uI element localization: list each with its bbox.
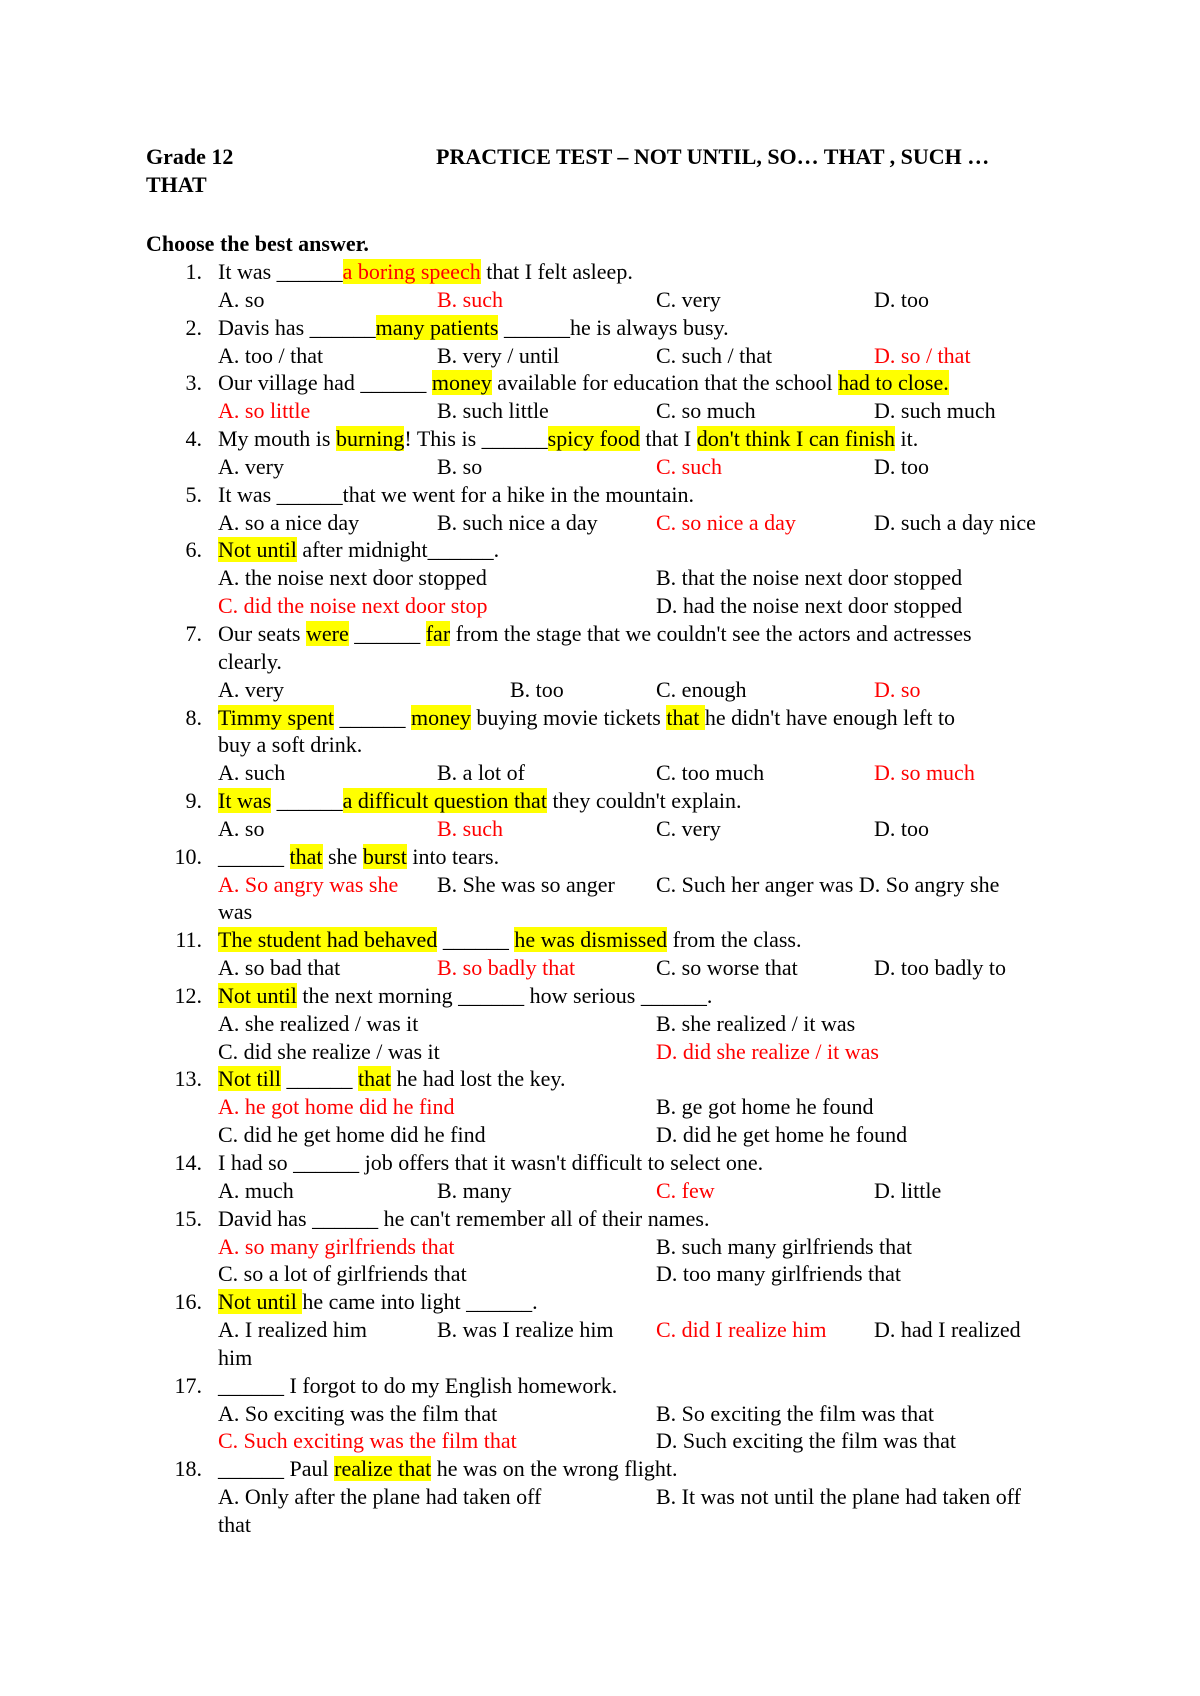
- answer-option: C. such / that: [656, 342, 773, 368]
- question-stem-continuation: clearly.: [218, 648, 282, 674]
- options-line: [146, 342, 1066, 370]
- answer-option: C. so a lot of girlfriends that: [218, 1261, 467, 1287]
- answer-option: B. so: [437, 453, 483, 479]
- question-stem: [218, 704, 955, 732]
- question-14: [146, 1149, 1066, 1205]
- stem-text: she: [322, 843, 363, 869]
- question-stem-line: [146, 1455, 1066, 1483]
- answer-option: C. Such her anger was D. So angry she: [656, 871, 1000, 897]
- answer-option-correct: D. so: [874, 676, 921, 702]
- stem-text: ______: [271, 788, 343, 814]
- answer-option: D. too many girlfriends that: [656, 1261, 902, 1287]
- question-stem-line: [146, 536, 1066, 564]
- question-number: 10.: [174, 843, 202, 869]
- question-15: [146, 1205, 1066, 1289]
- stem-text: ______: [437, 927, 515, 953]
- answer-option: C. so much: [656, 398, 756, 424]
- question-stem: [218, 787, 742, 815]
- options-line: [146, 1316, 1066, 1344]
- stem-text: My mouth is: [218, 426, 336, 452]
- question-stem: [218, 1205, 709, 1233]
- question-number: 2.: [185, 314, 202, 340]
- option-continuation: that: [218, 1511, 251, 1537]
- highlighted-text: had to close.: [838, 370, 949, 396]
- question-number: 9.: [185, 788, 202, 814]
- answer-option: D. too: [874, 815, 929, 841]
- answer-option: B. many: [437, 1177, 512, 1203]
- highlighted-text: that: [357, 1066, 391, 1092]
- stem-text: the next morning ______ how serious ______.: [296, 982, 713, 1008]
- answer-option: A. So exciting was the film that: [218, 1400, 498, 1426]
- options-line: [146, 397, 1066, 425]
- question-stem: [218, 982, 712, 1010]
- answer-option: D. had the noise next door stopped: [656, 593, 963, 619]
- answer-option: B. a lot of: [437, 760, 525, 786]
- answer-option: A. I realized him: [218, 1317, 368, 1343]
- question-stem: [218, 1149, 763, 1177]
- stem-text: ______ I forgot to do my English homework.: [218, 1372, 618, 1398]
- question-stem-line: [146, 1205, 1066, 1233]
- answer-option: C. so worse that: [656, 955, 798, 981]
- answer-option-correct: B. such: [437, 815, 503, 841]
- highlighted-text: It was: [218, 788, 272, 814]
- answer-option-correct: D. so much: [874, 760, 975, 786]
- answer-option: C. did he get home did he find: [218, 1122, 486, 1148]
- question-number: 11.: [175, 927, 202, 953]
- question-number: 4.: [185, 426, 202, 452]
- stem-text: It was ______: [218, 259, 343, 284]
- stem-text: he came into light ______.: [302, 1289, 538, 1315]
- question-stem: [218, 314, 729, 342]
- highlighted-text: money: [410, 704, 471, 730]
- question-stem: [218, 843, 499, 871]
- stem-text: ______: [348, 620, 426, 646]
- question-12: [146, 982, 1066, 1066]
- answer-option-correct: A. So angry was she: [218, 871, 399, 897]
- options-line: [146, 954, 1066, 982]
- question-stem-line: [146, 1149, 1066, 1177]
- question-stem-line: [146, 481, 1066, 509]
- highlighted-text: that: [666, 704, 705, 730]
- highlighted-text: Not until: [218, 982, 297, 1008]
- question-stem-line: [146, 982, 1066, 1010]
- answer-option: B. such little: [437, 398, 549, 424]
- answer-option: D. such much: [874, 398, 996, 424]
- option-continuation: him: [218, 1344, 253, 1370]
- answer-option-correct: C. so nice a day: [656, 509, 796, 535]
- stem-text: I had so ______ job offers that it wasn't difficult to select one.: [218, 1150, 764, 1175]
- answer-option-correct: B. so badly that: [437, 955, 576, 981]
- answer-option-correct: D. so / that: [874, 342, 971, 368]
- highlighted-text: burst: [362, 843, 407, 869]
- question-1: [146, 258, 1066, 314]
- question-stem-line: [146, 926, 1066, 954]
- highlighted-text: that: [289, 843, 323, 869]
- options-line: [146, 1121, 1066, 1149]
- question-number: 18.: [174, 1456, 202, 1482]
- options-line: [146, 1260, 1066, 1288]
- highlighted-text: many patients: [375, 314, 499, 340]
- stem-text: Our seats: [218, 620, 306, 646]
- question-stem: [218, 369, 949, 397]
- question-16: [146, 1288, 1066, 1372]
- answer-option: B. She was so anger: [437, 871, 615, 897]
- answer-option: B. It was not until the plane had taken off: [656, 1484, 1021, 1510]
- stem-text: that I: [639, 426, 697, 452]
- answer-option: B. So exciting the film was that: [656, 1400, 935, 1426]
- answer-option: A. so bad that: [218, 955, 341, 981]
- question-list: [146, 258, 1066, 1539]
- answer-option: A. she realized / was it: [218, 1010, 419, 1036]
- question-number: 14.: [174, 1150, 202, 1175]
- question-7: [146, 620, 1066, 704]
- options-line: [146, 871, 1066, 899]
- answer-option: A. very: [218, 453, 284, 479]
- question-stem: [218, 620, 972, 648]
- question-number: 5.: [185, 481, 202, 507]
- question-11: [146, 926, 1066, 982]
- highlighted-text: The student had behaved: [218, 927, 438, 953]
- answer-option: C. did she realize / was it: [218, 1038, 440, 1064]
- options-line: [146, 1483, 1066, 1511]
- stem-text: Davis has ______: [218, 314, 376, 340]
- answer-option: C. too much: [656, 760, 765, 786]
- answer-option: C. very: [656, 286, 721, 312]
- question-stem: [218, 258, 633, 286]
- stem-text: ______: [218, 843, 290, 869]
- stem-text: that I felt asleep.: [480, 259, 633, 284]
- answer-option: B. was I realize him: [437, 1317, 614, 1343]
- answer-option: B. that the noise next door stopped: [656, 565, 963, 591]
- answer-option: D. had I realized: [874, 1317, 1021, 1343]
- question-stem: [218, 1065, 565, 1093]
- stem-text: ______: [280, 1066, 358, 1092]
- answer-option: C. enough: [656, 676, 747, 702]
- stem-text: from the stage that we couldn't see the actors and actresses: [450, 620, 972, 646]
- highlighted-text: Not until: [218, 537, 297, 563]
- options-continuation-line: [146, 898, 1066, 926]
- question-stem-line: [146, 425, 1066, 453]
- question-stem-line: [146, 258, 1066, 286]
- answer-option: B. she realized / it was: [656, 1010, 856, 1036]
- question-number: 6.: [185, 537, 202, 563]
- question-4: [146, 425, 1066, 481]
- instruction: Choose the best answer.: [146, 231, 369, 256]
- answer-option: D. Such exciting the film was that: [656, 1428, 956, 1454]
- question-3: [146, 369, 1066, 425]
- question-number: 3.: [185, 370, 202, 396]
- question-18: [146, 1455, 1066, 1539]
- question-stem: [218, 425, 918, 453]
- stem-text: buying movie tickets: [470, 704, 667, 730]
- highlighted-text: a boring speech: [342, 259, 481, 284]
- answer-option: D. too badly to: [874, 955, 1006, 981]
- answer-option: D. did he get home he found: [656, 1122, 908, 1148]
- options-line: [146, 1093, 1066, 1121]
- question-9: [146, 787, 1066, 843]
- question-stem: [218, 926, 801, 954]
- answer-option-correct: C. did I realize him: [656, 1317, 827, 1343]
- stem-text: he was on the wrong flight.: [431, 1456, 678, 1482]
- answer-option: A. much: [218, 1177, 294, 1203]
- stem-text: available for education that the school: [491, 370, 839, 396]
- question-number: 13.: [174, 1066, 202, 1092]
- answer-option: D. such a day nice: [874, 509, 1036, 535]
- question-10: [146, 843, 1066, 927]
- stem-text: Our village had ______: [218, 370, 432, 396]
- answer-option-correct: A. so many girlfriends that: [218, 1233, 455, 1259]
- options-line: [146, 592, 1066, 620]
- question-stem: [218, 1455, 677, 1483]
- answer-option: C. very: [656, 815, 721, 841]
- question-stem: [218, 1288, 538, 1316]
- question-stem-line: [146, 787, 1066, 815]
- option-continuation: was: [218, 899, 253, 925]
- stem-text: from the class.: [667, 927, 802, 953]
- question-stem-line: [146, 1288, 1066, 1316]
- answer-option: A. so: [218, 815, 265, 841]
- question-17: [146, 1372, 1066, 1456]
- stem-text: they couldn't explain.: [546, 788, 742, 814]
- stem-text: David has ______ he can't remember all of their names.: [218, 1205, 710, 1231]
- question-stem-line: [146, 620, 1066, 648]
- question-stem-line: [146, 731, 1066, 759]
- highlighted-text: realize that: [334, 1456, 432, 1482]
- options-line: [146, 676, 1066, 704]
- stem-text: into tears.: [406, 843, 500, 869]
- answer-option-correct: B. such: [437, 286, 503, 312]
- question-stem-continuation: buy a soft drink.: [218, 732, 363, 758]
- question-stem: [218, 481, 694, 509]
- answer-option: B. too: [510, 676, 564, 702]
- test-title-continuation: THAT: [146, 172, 207, 197]
- question-number: 1.: [185, 259, 202, 284]
- question-6: [146, 536, 1066, 620]
- answer-option-correct: A. he got home did he find: [218, 1094, 455, 1120]
- question-number: 8.: [185, 704, 202, 730]
- question-number: 12.: [174, 982, 202, 1008]
- options-line: [146, 509, 1066, 537]
- question-number: 15.: [174, 1205, 202, 1231]
- highlighted-text: don't think I can finish: [696, 426, 896, 452]
- options-continuation-line: [146, 1344, 1066, 1372]
- stem-text: ______: [333, 704, 411, 730]
- highlighted-text: were: [305, 620, 349, 646]
- question-stem-line: [146, 648, 1066, 676]
- question-number: 7.: [185, 620, 202, 646]
- options-line: [146, 1400, 1066, 1428]
- options-continuation-line: [146, 1511, 1066, 1539]
- stem-text: he had lost the key.: [390, 1066, 566, 1092]
- options-line: [146, 1177, 1066, 1205]
- answer-option: A. the noise next door stopped: [218, 565, 487, 591]
- stem-text: ______ Paul: [218, 1456, 335, 1482]
- answer-option-correct: C. such: [656, 453, 722, 479]
- options-line: [146, 815, 1066, 843]
- answer-option-correct: D. did she realize / it was: [656, 1038, 879, 1064]
- answer-option-correct: C. did the noise next door stop: [218, 593, 488, 619]
- grade-label: Grade 12: [146, 144, 234, 169]
- options-line: [146, 1010, 1066, 1038]
- stem-text: he didn't have enough left to: [704, 704, 956, 730]
- highlighted-text: Not until: [218, 1289, 303, 1315]
- options-line: [146, 1038, 1066, 1066]
- stem-text: it.: [895, 426, 919, 452]
- answer-option: D. too: [874, 286, 929, 312]
- question-2: [146, 314, 1066, 370]
- answer-option: A. very: [218, 676, 284, 702]
- answer-option: B. such nice a day: [437, 509, 598, 535]
- options-line: [146, 453, 1066, 481]
- answer-option: B. such many girlfriends that: [656, 1233, 913, 1259]
- highlighted-text: a difficult question that: [342, 788, 547, 814]
- question-5: [146, 481, 1066, 537]
- question-stem-line: [146, 314, 1066, 342]
- highlighted-text: burning: [335, 426, 405, 452]
- answer-option: A. Only after the plane had taken off: [218, 1484, 542, 1510]
- highlighted-text: far: [425, 620, 451, 646]
- answer-option: D. little: [874, 1177, 942, 1203]
- question-13: [146, 1065, 1066, 1149]
- options-line: [146, 1427, 1066, 1455]
- answer-option-correct: A. so little: [218, 398, 311, 424]
- answer-option: A. so: [218, 286, 265, 312]
- stem-text: ! This is ______: [404, 426, 548, 452]
- stem-text: It was ______that we went for a hike in the mountain.: [218, 481, 694, 507]
- options-line: [146, 759, 1066, 787]
- answer-option-correct: C. few: [656, 1177, 715, 1203]
- question-8: [146, 704, 1066, 788]
- answer-option-correct: C. Such exciting was the film that: [218, 1428, 517, 1454]
- highlighted-text: Timmy spent: [218, 704, 334, 730]
- stem-text: ______he is always busy.: [498, 314, 729, 340]
- answer-option: B. ge got home he found: [656, 1094, 874, 1120]
- question-number: 16.: [174, 1289, 202, 1315]
- answer-option: A. so a nice day: [218, 509, 360, 535]
- answer-option: A. too / that: [218, 342, 324, 368]
- answer-option: B. very / until: [437, 342, 560, 368]
- stem-text: after midnight______.: [296, 537, 500, 563]
- answer-option: A. such: [218, 760, 286, 786]
- test-title: PRACTICE TEST – NOT UNTIL, SO… THAT , SUCH …: [436, 144, 990, 169]
- options-line: [146, 564, 1066, 592]
- question-number: 17.: [174, 1372, 202, 1398]
- question-stem-line: [146, 704, 1066, 732]
- question-stem-line: [146, 1372, 1066, 1400]
- highlighted-text: he was dismissed: [514, 927, 668, 953]
- question-stem: [218, 1372, 617, 1400]
- highlighted-text: Not till: [218, 1066, 281, 1092]
- question-stem-line: [146, 369, 1066, 397]
- answer-option: D. too: [874, 453, 929, 479]
- options-line: [146, 1233, 1066, 1261]
- question-stem-line: [146, 1065, 1066, 1093]
- highlighted-text: spicy food: [547, 426, 640, 452]
- question-stem: [218, 536, 499, 564]
- question-stem-line: [146, 843, 1066, 871]
- options-line: [146, 286, 1066, 314]
- highlighted-text: money: [431, 370, 492, 396]
